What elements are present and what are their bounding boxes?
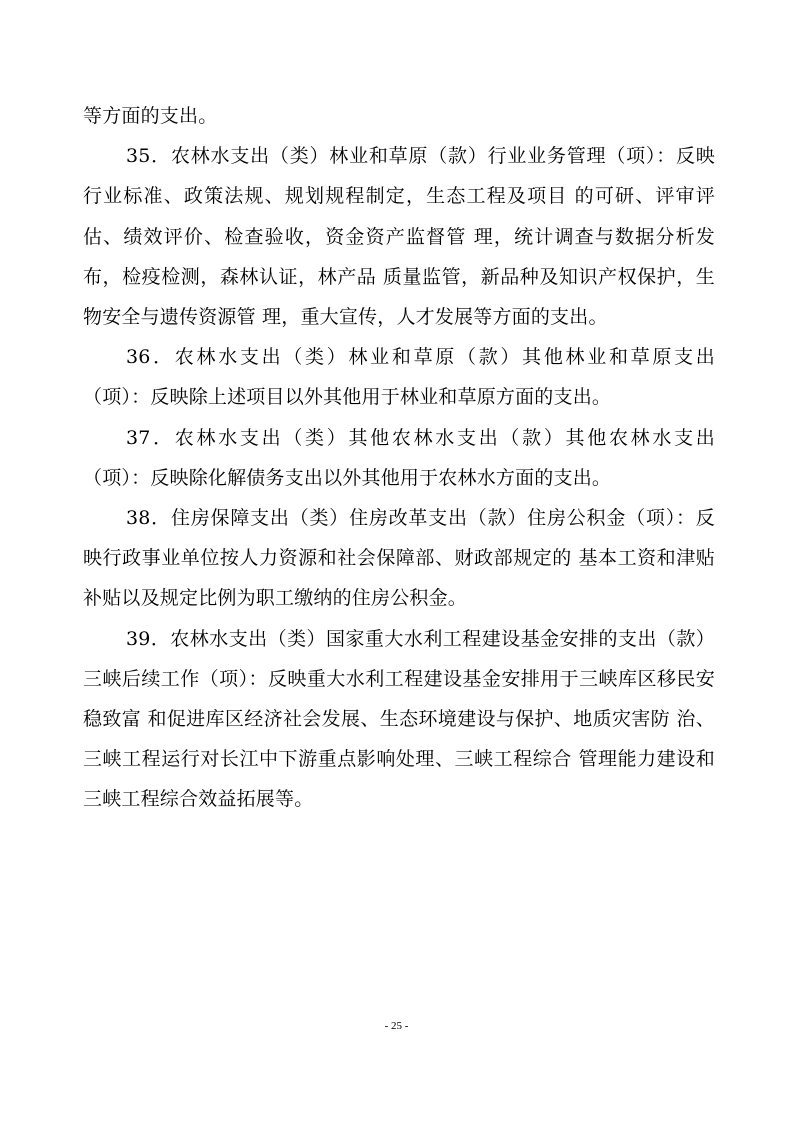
body-text bbox=[83, 96, 715, 820]
paragraph-item-36: 36．农林水支出（类）林业和草原（款）其他林业和草原支出（项）：反映除上述项目以外其他用于林业和草原方面的支出。 bbox=[83, 346, 715, 409]
paragraph-item-39: 39．农林水支出（类）国家重大水利工程建设基金安排的支出（款）三峡后续工作（项）：反映重大水利工程建设基金安排用于三峡库区移民安稳致富 和促进库区经济社会发展、生态环境建设与保护、地质灾害防 治、三峡工程运行对长江中下游重点影响处理、三峡工程综合 管理能力建设和三峡工程综合效益拓展等。 bbox=[83, 627, 715, 811]
paragraph-continuation: 等方面的支出。 bbox=[83, 105, 218, 127]
page-number: - 25 - bbox=[384, 1020, 409, 1032]
paragraph-item-38: 38．住房保障支出（类）住房改革支出（款）住房公积金（项）：反映行政事业单位按人力资源和社会保障部、财政部规定的 基本工资和津贴补贴以及规定比例为职工缴纳的住房公积金。 bbox=[83, 507, 715, 610]
paragraph-item-35: 35．农林水支出（类）林业和草原（款）行业业务管理（项）：反映行业标准、政策法规、规划规程制定，生态工程及项目 的可研、评审评估、绩效评价、检查验收，资金资产监督管 理，统计调查与数据分析发布，检疫检测，森林认证，林产品 质量监管，新品种及知识产权保护，生物安全与遗传资源管 理，重大宣传，人才发展等方面的支出。 bbox=[83, 145, 715, 329]
paragraph-item-37: 37．农林水支出（类）其他农林水支出（款）其他农林水支出（项）：反映除化解债务支出以外其他用于农林水方面的支出。 bbox=[83, 426, 715, 489]
